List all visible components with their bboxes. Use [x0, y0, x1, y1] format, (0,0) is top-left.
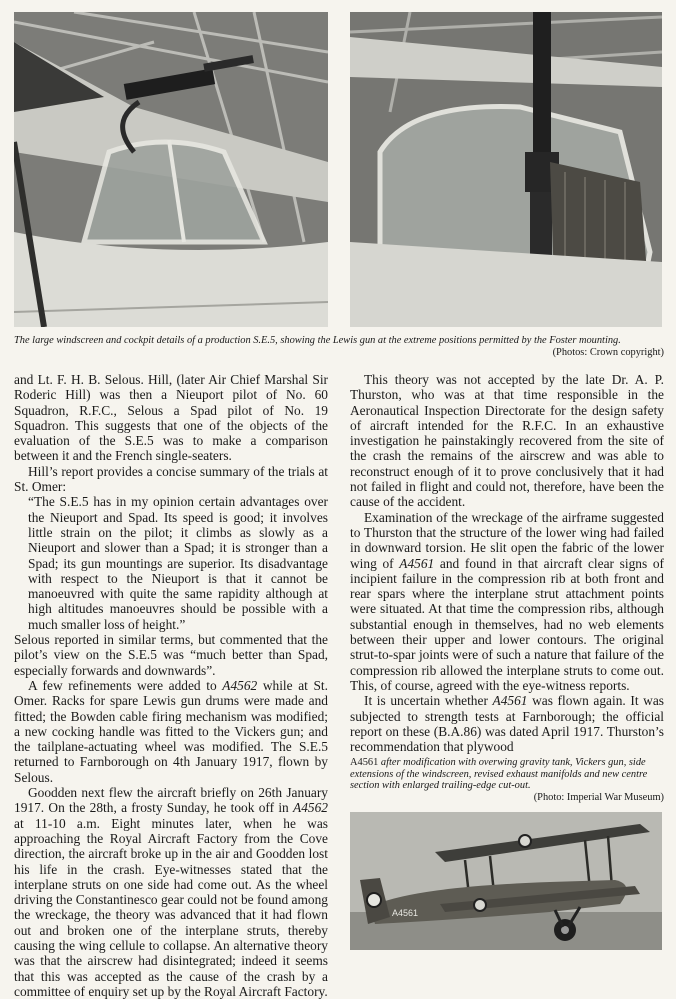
text-run: while at St. Omer. Racks for spare Lewis gun drums were made and fitted; the Bowden cable firing mechanism was modified; a new cocking handle was fitted to the Vickers gun; and the tailplane-actuating wheel was modified. The S.E.5 returned to Farnborough on 4th January 1917, flown by Selous. [14, 677, 328, 785]
paragraph [350, 510, 664, 694]
aircraft-serial-marking: A4561 [392, 908, 419, 918]
aircraft-serial: A4562 [293, 800, 328, 816]
text-run: Examination of the wreckage of the airframe suggested to Thurston that the structure of the lower wing had failed in downward torsion. He slit open the fabric of the lower wing of [350, 509, 664, 571]
text-run: It is uncertain whether [364, 693, 493, 709]
photo-cockpit-right [350, 12, 662, 327]
photo-cockpit-left [14, 12, 328, 327]
aircraft-serial: A4561 [492, 693, 528, 709]
text-column-left [14, 372, 328, 999]
paragraph: and Lt. F. H. B. Selous. Hill, (later Air Chief Marshal Sir Roderic Hill) was then a Nieuport pilot of No. 60 Squadron, R.F.C., Selous a Spad pilot of No. 19 Squadron. This suggests that one of the objects of the evaluation of the S.E.5 was to make a comparison between it and the French single-seaters. [14, 372, 328, 464]
block-quote: “The S.E.5 has in my opinion certain advantages over the Nieuport and Spad. Its speed is good; it involves little strain on the pilot; it climbs as slowly as a Nieuport and slower than a Spad; it is stronger than a Spad; its gun mountings are superior. Its disadvantage with respect to the Nieuport is that it cannot be manoeuvred with quite the same rapidity although at high altitudes manoeuvres should be possible with a much smaller loss of height.” [28, 494, 328, 632]
text-run: A few refinements were added to [28, 677, 223, 693]
caption-credit: (Photo: Imperial War Museum) [533, 791, 664, 803]
text-run: and found in that aircraft clear signs of incipient failure in the compression rib at both front and rear spars where the interplane strut attachment points were situated. At that time the compression ribs, although substantial enough in themselves, had no web elements between their upper and lower contours. The original strut-to-spar joints were of such a nature that failure of the compression rib allowed the interplane struts to come out. This, of course, agreed with the eye-witness reports. [350, 555, 664, 693]
aircraft-serial: A4561 [399, 555, 435, 571]
paragraph: This theory was not accepted by the late Dr. A. P. Thurston, who was at that time responsible in the Aeronautical Inspection Directorate for the design safety of aircraft intended for the R.F.C. In an exhaustive investigation he painstakingly recovered from the site of the crash the remains of the airscrew and was able to reconstruct enough of it to prove conclusively that it had not failed in flight and could not, therefore, have been the cause of the accident. [350, 372, 664, 510]
paragraph: Selous reported in similar terms, but commented that the pilot’s view on the S.E.5 was “much better than Spad, especially forwards and downwards”. [14, 632, 328, 678]
caption-serial: A4561 [350, 757, 379, 768]
paragraph [350, 693, 664, 754]
caption-text: after modification with overwing gravity tank, Vickers gun, side extensions of the windscreen, revised exhaust manifolds and new centre section with enlarged trailing-edge cut-out. [350, 757, 648, 792]
text-run: at 11-10 a.m. Eight minutes later, when he was approaching the Royal Aircraft Factory from the Cove direction, the aircraft broke up in the air and Goodden lost his life in the crash. Eye-witnesses stated that the interplane struts on one side had come out. As the wheel driving the Constantinesco gear could not be found among the wreckage, the theory was advanced that it had flown out and broken one of the interplane struts, thereby causing the wing cellule to collapse. An alternative theory was that the airscrew had disintegrated; indeed it seems that this was accepted as the cause of the crash by a committee of enquiry set up by the Royal Aircraft Factory. [14, 815, 328, 999]
plane-photo-caption [350, 757, 664, 803]
aircraft-serial: A4562 [222, 677, 258, 693]
paragraph [14, 678, 328, 785]
text-run: was flown again. It was subjected to strength tests at Farnborough; the official report on these (B.A.86) was dated April 1917. Thurston’s recommendation that plywood [350, 693, 664, 755]
text-run: Goodden next flew the aircraft briefly on 26th January 1917. On the 28th, a frosty Sunday, he took off in [14, 785, 328, 816]
photo-aircraft [350, 812, 662, 950]
caption-credit: (Photos: Crown copyright) [552, 346, 664, 358]
top-photo-caption [14, 335, 664, 358]
paragraph [14, 785, 328, 999]
paragraph: Hill’s report provides a concise summary of the trials at St. Omer: [14, 463, 328, 495]
text-column-right [350, 372, 664, 754]
caption-text: The large windscreen and cockpit details of a production S.E.5, showing the Lewis gun at the extreme positions permitted by the Foster mounting. [14, 335, 621, 346]
